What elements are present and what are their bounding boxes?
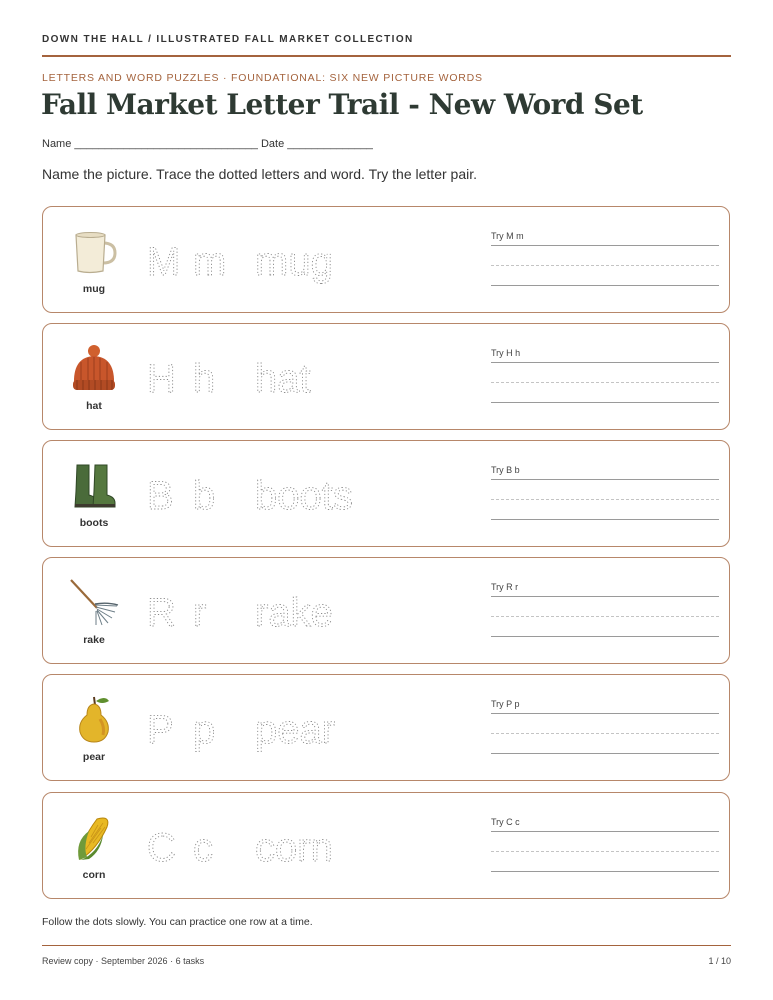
writing-line-base[interactable] (491, 852, 719, 872)
section-kicker: LETTERS AND WORD PUZZLES · FOUNDATIONAL: SIX NEW PICTURE WORDS (42, 72, 483, 84)
trace-word: pear (255, 708, 336, 752)
picture-word: rake (83, 634, 105, 646)
try-area[interactable] (491, 582, 719, 637)
page-number: 1 / 10 (708, 956, 731, 966)
writing-line-mid[interactable] (491, 714, 719, 734)
try-area[interactable] (491, 348, 719, 403)
try-label: Try M m (491, 231, 524, 241)
try-area[interactable] (491, 817, 719, 872)
trace-row (147, 819, 467, 879)
name-date-line: Name ______________________________ Date ______________ (42, 138, 373, 150)
trace-upper-letter: C (147, 826, 176, 870)
trace-lower-letter: b (193, 474, 216, 518)
try-label: Try C c (491, 817, 520, 827)
header-rule (42, 55, 731, 57)
trace-word: boots (255, 474, 353, 518)
picture-word: hat (86, 400, 102, 412)
boots-icon (67, 461, 121, 509)
writing-line-base[interactable] (491, 617, 719, 637)
trace-row (147, 584, 467, 644)
writing-line-mid[interactable] (491, 480, 719, 500)
mug-icon (67, 227, 121, 275)
writing-line-base[interactable] (491, 266, 719, 286)
trace-row (147, 701, 467, 761)
trace-upper-letter: M (147, 240, 181, 284)
trace-row (147, 350, 467, 410)
hat-icon (67, 344, 121, 392)
trace-lower-letter: r (193, 591, 207, 635)
writing-line-mid[interactable] (491, 597, 719, 617)
try-area[interactable] (491, 231, 719, 286)
footer-note: Follow the dots slowly. You can practice one row at a time. (42, 916, 313, 928)
writing-line-base[interactable] (491, 734, 719, 754)
picture-word: boots (79, 517, 109, 529)
try-area[interactable] (491, 465, 719, 520)
picture-word: mug (82, 283, 106, 295)
try-label: Try H h (491, 348, 521, 358)
footer-meta: Review copy · September 2026 · 6 tasks (42, 956, 205, 966)
picture-word: pear (82, 751, 106, 763)
trace-lower-letter: c (193, 826, 213, 870)
word-card-corn (42, 792, 730, 899)
writing-line-mid[interactable] (491, 832, 719, 852)
writing-line-mid[interactable] (491, 246, 719, 266)
word-card-hat (42, 323, 730, 430)
footer-rule (42, 945, 731, 946)
trace-upper-letter: B (147, 474, 174, 518)
writing-line-base[interactable] (491, 500, 719, 520)
trace-upper-letter: P (147, 708, 174, 752)
pear-icon (67, 695, 121, 743)
rake-icon (67, 578, 121, 626)
trace-word: hat (255, 357, 311, 401)
writing-line-mid[interactable] (491, 363, 719, 383)
instructions: Name the picture. Trace the dotted letters and word. Try the letter pair. (42, 166, 477, 182)
writing-line-base[interactable] (491, 383, 719, 403)
trace-word: mug (255, 240, 333, 284)
try-area[interactable] (491, 699, 719, 754)
try-label: Try B b (491, 465, 520, 475)
try-label: Try R r (491, 582, 519, 592)
trace-upper-letter: R (147, 591, 176, 635)
picture-word: corn (82, 869, 106, 881)
trace-row (147, 467, 467, 527)
trace-upper-letter: H (147, 357, 176, 401)
trace-lower-letter: h (193, 357, 216, 401)
word-card-pear (42, 674, 730, 781)
corn-icon (67, 813, 121, 861)
word-card-boots (42, 440, 730, 547)
publisher-header: DOWN THE HALL / ILLUSTRATED FALL MARKET COLLECTION (42, 34, 414, 45)
word-card-rake (42, 557, 730, 664)
try-label: Try P p (491, 699, 520, 709)
trace-lower-letter: m (193, 240, 227, 284)
trace-lower-letter: p (193, 708, 216, 752)
trace-word: rake (255, 591, 333, 635)
trace-word: corn (255, 826, 333, 870)
trace-row (147, 233, 467, 293)
word-card-mug (42, 206, 730, 313)
page-title: Fall Market Letter Trail - New Word Set (41, 88, 643, 121)
